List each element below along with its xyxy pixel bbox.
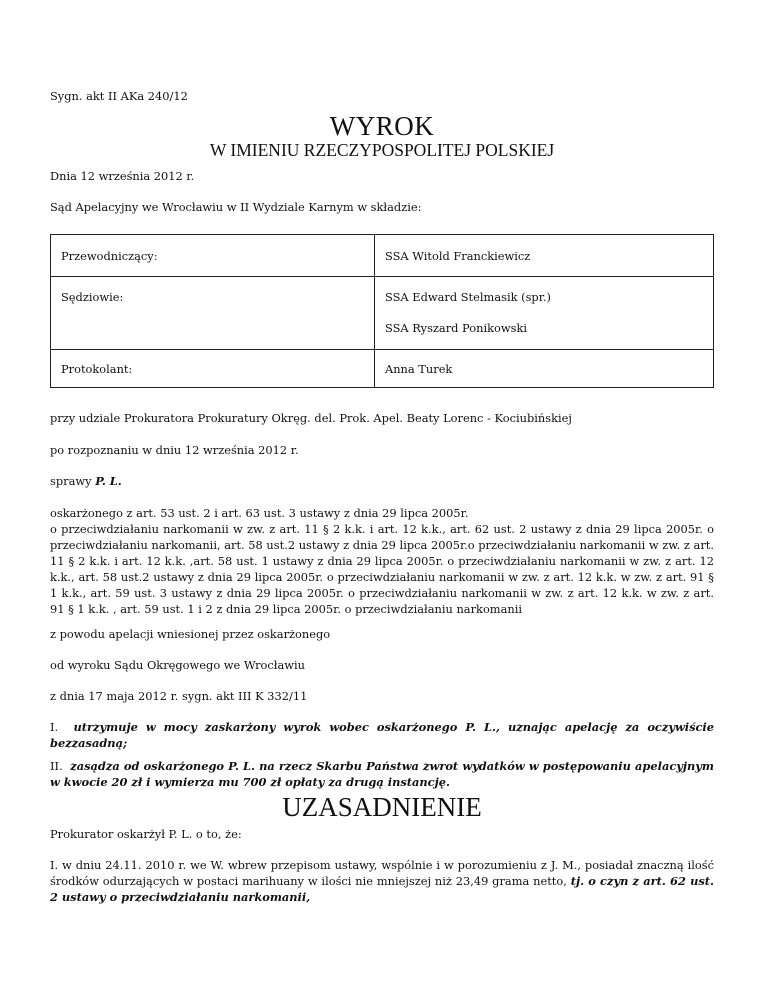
justification-intro: Prokurator oskarżył P. L. o to, że: [50, 827, 242, 841]
ruling-numeral: I. [50, 720, 59, 734]
charges-first-line: oskarżonego z art. 53 ust. 2 i art. 63 ust. 3 ustawy z dnia 29 lipca 2005r. [50, 506, 469, 520]
ruling-text: zasądza od oskarżonego P. L. na rzecz Skarbu Państwa zwrot wydatków w postępowaniu apelacyjnym w kwocie 20 zł i wymierza mu 700 zł opłaty za drugą instancję. [50, 759, 714, 789]
bench-row [51, 277, 714, 350]
bench-row [51, 350, 714, 388]
bench-names: Anna Turek [375, 350, 714, 388]
ruling-item [50, 719, 714, 751]
document-subtitle: W IMIENIU RZECZYPOSPOLITEJ POLSKIEJ [209, 140, 555, 160]
defendant-name: P. L. [95, 474, 122, 488]
bench-row [51, 235, 714, 277]
bench-role: Sędziowie: [51, 277, 375, 350]
case-of-line: sprawy P. L. [50, 474, 122, 488]
charges-text: o przeciwdziałaniu narkomanii w zw. z art. 11 § 2 k.k. i art. 12 k.k., art. 62 ust. 2 ustawy z dnia 29 lipca 2005r. o przeciwdziałaniu narkomanii, art. 58 ust.2 ustawy z dnia 29 lipca 2005r.o przeciwdziałaniu narkomanii w zw. z art. 11 § 2 k.k. i art. 12 k.k. ,art. 58 ust. 1 ustawy z dnia 29 lipca 2005r. o przeciwdziałaniu narkomanii w zw. z art. 12 k.k., art. 58 ust.2 ustawy z dnia 29 lipca 2005r. o przeciwdziałaniu narkomanii w zw. z art. 12 k.k. w zw. z art. 91 § 1 k.k., art. 59 ust. 3 ustawy z dnia 29 lipca 2005r. o przeciwdziałaniu narkomanii w zw. z art. 12 k.k. w zw. z art. 91 § 1 k.k. , art. 59 ust. 1 i 2 z dnia 29 lipca 2005r. o przeciwdziałaniu narkomanii [50, 522, 714, 616]
appealed-judgment-line: od wyroku Sądu Okręgowego we Wrocławiu [50, 658, 305, 672]
judgment-date: Dnia 12 września 2012 r. [50, 169, 195, 183]
court-composition-line: Sąd Apelacyjny we Wrocławiu w II Wydziale Karnym w składzie: [50, 200, 422, 214]
justification-heading: UZASADNIENIE [282, 792, 482, 822]
bench-names: SSA Witold Franckiewicz [375, 235, 714, 277]
ruling-item [50, 758, 714, 790]
bench-composition-table [50, 234, 714, 388]
appealed-judgment-date: z dnia 17 maja 2012 r. sygn. akt III K 332/11 [50, 689, 308, 703]
ruling-numeral: II. [50, 759, 63, 773]
bench-role: Protokolant: [51, 350, 375, 388]
case-number: Sygn. akt II AKa 240/12 [50, 89, 188, 103]
justification-point: I. w dniu 24.11. 2010 r. we W. wbrew przepisom ustawy, wspólnie i w porozumieniu z J. M., posiadał znaczną ilość środków odurzających w postaci marihuany w ilości nie mniejszej niż 23,49 grama netto, tj. o czyn z art. 62 ust. 2 ustawy o przeciwdziałaniu narkomanii, [50, 858, 714, 904]
document-title: WYROK [329, 111, 435, 141]
prosecutor-line: przy udziale Prokuratora Prokuratury Okręg. del. Prok. Apel. Beaty Lorenc - Kociubińskiej [50, 411, 572, 425]
bench-role: Przewodniczący: [51, 235, 375, 277]
bench-names: SSA Edward Stelmasik (spr.) SSA Ryszard Ponikowski [375, 277, 714, 350]
hearing-line: po rozpoznaniu w dniu 12 września 2012 r. [50, 443, 299, 457]
appeal-line: z powodu apelacji wniesionej przez oskarżonego [50, 627, 331, 641]
ruling-text: utrzymuje w mocy zaskarżony wyrok wobec oskarżonego P. L., uznając apelację za oczywiście bezzasadną; [50, 720, 715, 750]
